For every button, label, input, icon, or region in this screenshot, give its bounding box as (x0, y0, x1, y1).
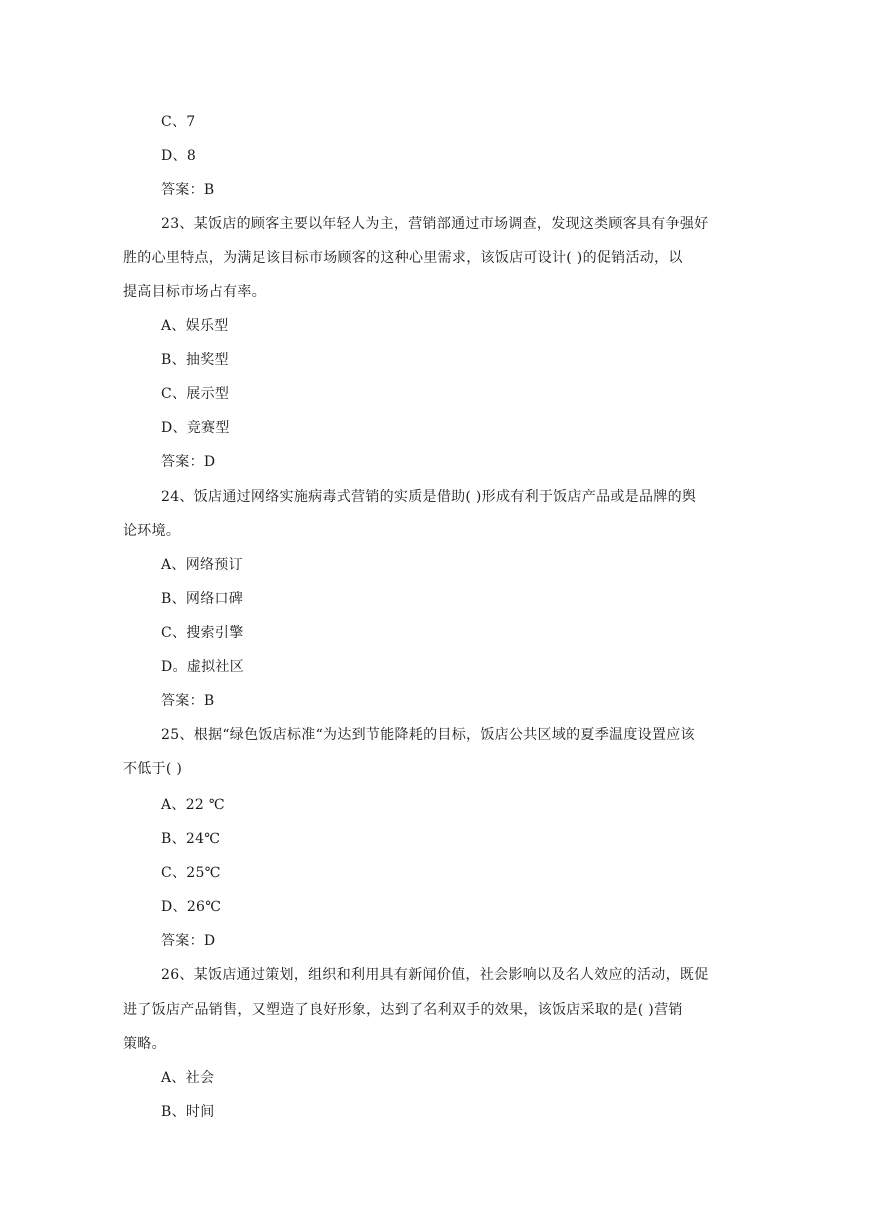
option-text: C、展示型 (161, 386, 230, 402)
answer-text: 答案：B (161, 693, 215, 709)
option-text: C、搜索引擎 (161, 625, 244, 641)
option-text: C、25℃ (161, 865, 221, 881)
option-text: D。虚拟社区 (161, 659, 245, 675)
question-text: 26、某饭店通过策划，组织和利用具有新闻价值，社会影响以及名人效应的活动，既促 (161, 967, 709, 983)
option-text: A、娱乐型 (161, 318, 229, 334)
question-text: 胜的心里特点，为满足该目标市场顾客的这种心里需求，该饭店可设计( )的促销活动，以 (123, 250, 683, 266)
question-text: 24、饭店通过网络实施病毒式营销的实质是借助( )形成有利于饭店产品或是品牌的舆 (161, 489, 697, 505)
option-text: B、24℃ (161, 831, 221, 847)
answer-text: 答案：D (161, 454, 216, 470)
option-text: A、社会 (161, 1070, 215, 1086)
option-text: A、22 ℃ (161, 797, 225, 813)
question-text: 不低于( ) (123, 761, 183, 777)
question-text: 进了饭店产品销售，又塑造了良好形象，达到了名利双手的效果，该饭店采取的是( )营销 (123, 1002, 683, 1018)
option-text: D、26℃ (161, 899, 222, 915)
option-text: D、8 (161, 148, 197, 164)
question-text: 提高目标市场占有率。 (123, 284, 266, 300)
option-text: A、网络预订 (161, 557, 243, 573)
option-text: B、网络口碑 (161, 591, 244, 607)
answer-text: 答案：B (161, 182, 215, 198)
option-text: D、竞赛型 (161, 420, 230, 436)
question-text: 策略。 (123, 1036, 166, 1052)
option-text: B、抽奖型 (161, 352, 229, 368)
option-text: C、7 (161, 114, 196, 130)
question-text: 25、根据“绿色饭店标准“为达到节能降耗的目标，饭店公共区域的夏季温度设置应该 (161, 727, 695, 743)
question-text: 23、某饭店的顾客主要以年轻人为主，营销部通过市场调查，发现这类顾客具有争强好 (161, 216, 709, 232)
option-text: B、时间 (161, 1104, 215, 1120)
question-text: 论环境。 (123, 523, 181, 539)
answer-text: 答案：D (161, 933, 216, 949)
